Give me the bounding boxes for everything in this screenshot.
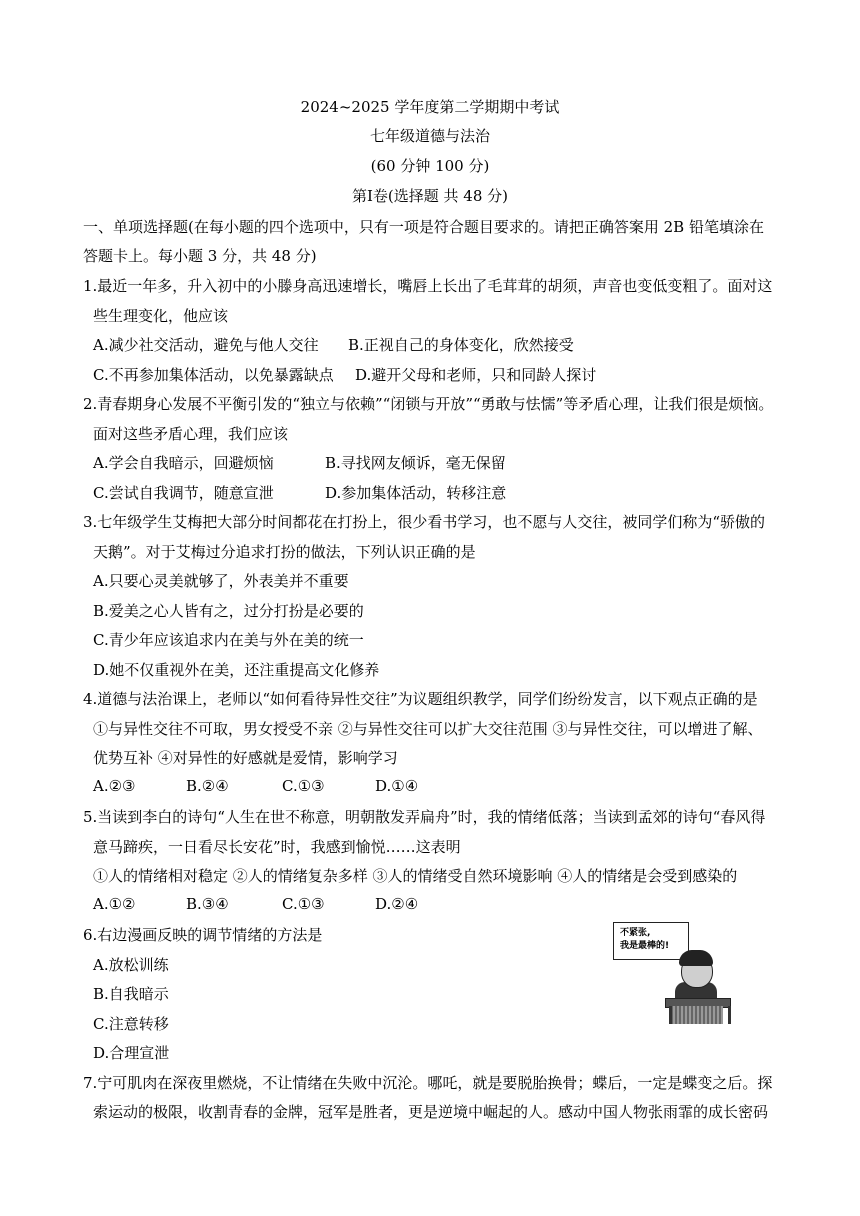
question-3-option-d: D.她不仅重视外在美，还注重提高文化修养 xyxy=(93,661,380,679)
question-5-option-d: D.②④ xyxy=(375,895,419,913)
question-4-stem: 4.道德与法治课上，老师以“如何看待异性交往”为议题组织教学，同学们纷纷发言，以下观点正确的是 xyxy=(83,690,758,708)
speech-bubble-line2: 我是最棒的! xyxy=(620,941,670,951)
question-1-stem-cont: 些生理变化，他应该 xyxy=(93,307,229,325)
question-4-option-b: B.②④ xyxy=(186,777,229,795)
question-4-option-d: D.①④ xyxy=(375,777,419,795)
question-3-stem: 3.七年级学生艾梅把大部分时间都花在打扮上，很少看书学习，也不愿与人交往，被同学们称为“骄傲的 xyxy=(83,513,765,531)
question-4-statements: ①与异性交往不可取，男女授受不亲 ②与异性交往可以扩大交往范围 ③与异性交往，可以增进了解、 xyxy=(93,720,763,738)
volume-title: 第Ⅰ卷(选择题 共 48 分) xyxy=(351,187,509,205)
question-4-statements-cont: 优势互补 ④对异性的好感就是爱情，影响学习 xyxy=(93,749,398,767)
question-2-option-c: C.尝试自我调节，随意宣泄 xyxy=(93,484,274,502)
question-6-option-c: C.注意转移 xyxy=(93,1015,169,1033)
question-5-stem: 5.当读到李白的诗句“人生在世不称意，明朝散发弄扁舟”时，我的情绪低落；当读到孟郊的诗句“春风得 xyxy=(83,808,766,826)
student-hair xyxy=(679,950,713,966)
question-5-stem-cont: 意马蹄疾，一日看尽长安花”时，我感到愉悦……这表明 xyxy=(93,838,461,856)
question-6-option-a: A.放松训练 xyxy=(93,956,169,974)
exam-subject: 七年级道德与法治 xyxy=(369,127,490,145)
question-5-option-a: A.①② xyxy=(93,895,136,913)
question-3-option-b: B.爱美之心人皆有之，过分打扮是必要的 xyxy=(93,602,364,620)
section-instruction-line2: 答题卡上。每小题 3 分，共 48 分) xyxy=(83,247,317,265)
question-3-stem-cont: 天鹅”。对于艾梅过分追求打扮的做法，下列认识正确的是 xyxy=(93,543,476,561)
question-1-option-d: D.避开父母和老师，只和同龄人探讨 xyxy=(355,366,597,384)
question-5-option-c: C.①③ xyxy=(282,895,325,913)
speech-bubble xyxy=(613,922,689,960)
question-6-option-b: B.自我暗示 xyxy=(93,985,169,1003)
exam-title: 2024~2025 学年度第二学期期中考试 xyxy=(300,98,560,116)
speech-bubble-line1: 不紧张, xyxy=(620,928,651,938)
question-7-stem: 7.宁可肌肉在深夜里燃烧，不让情绪在失败中沉沦。哪吒，就是要脱胎换骨；蝶后，一定是蝶变之后。探 xyxy=(83,1074,773,1092)
question-7-stem-cont: 索运动的极限，收割青春的金牌，冠军是胜者，更是逆境中崛起的人。感动中国人物张雨霏的成长密码 xyxy=(93,1103,769,1121)
desk-legs xyxy=(669,1006,731,1024)
question-2-stem: 2.青春期身心发展不平衡引发的“独立与依赖”“闭锁与开放”“勇敢与怯懦”等矛盾心理，让我们很是烦恼。 xyxy=(83,395,774,413)
question-6-stem: 6.右边漫画反映的调节情绪的方法是 xyxy=(83,926,323,944)
exam-time-score: (60 分钟 100 分) xyxy=(370,157,490,175)
question-1-option-a: A.减少社交活动，避免与他人交往 xyxy=(93,336,319,354)
question-6-option-d: D.合理宣泄 xyxy=(93,1044,170,1062)
question-5-option-b: B.③④ xyxy=(186,895,229,913)
section-instruction-line1: 一、单项选择题(在每小题的四个选项中，只有一项是符合题目要求的。请把正确答案用 2B 铅笔填涂在 xyxy=(83,218,764,236)
question-4-option-a: A.②③ xyxy=(93,777,136,795)
question-4-option-c: C.①③ xyxy=(282,777,325,795)
question-3-option-c: C.青少年应该追求内在美与外在美的统一 xyxy=(93,631,364,649)
question-2-stem-cont: 面对这些矛盾心理，我们应该 xyxy=(93,425,289,443)
cartoon-illustration xyxy=(603,918,743,1028)
question-2-option-b: B.寻找网友倾诉，毫无保留 xyxy=(325,454,506,472)
question-2-option-d: D.参加集体活动，转移注意 xyxy=(325,484,507,502)
question-1-stem: 1.最近一年多，升入初中的小滕身高迅速增长，嘴唇上长出了毛茸茸的胡须，声音也变低变粗了。面对这 xyxy=(83,277,773,295)
question-1-option-c: C.不再参加集体活动，以免暴露缺点 xyxy=(93,366,334,384)
question-1-option-b: B.正视自己的身体变化，欣然接受 xyxy=(348,336,574,354)
question-3-option-a: A.只要心灵美就够了，外表美并不重要 xyxy=(93,572,349,590)
question-5-statements: ①人的情绪相对稳定 ②人的情绪复杂多样 ③人的情绪受自然环境影响 ④人的情绪是会受到感染的 xyxy=(93,867,738,885)
question-2-option-a: A.学会自我暗示，回避烦恼 xyxy=(93,454,274,472)
